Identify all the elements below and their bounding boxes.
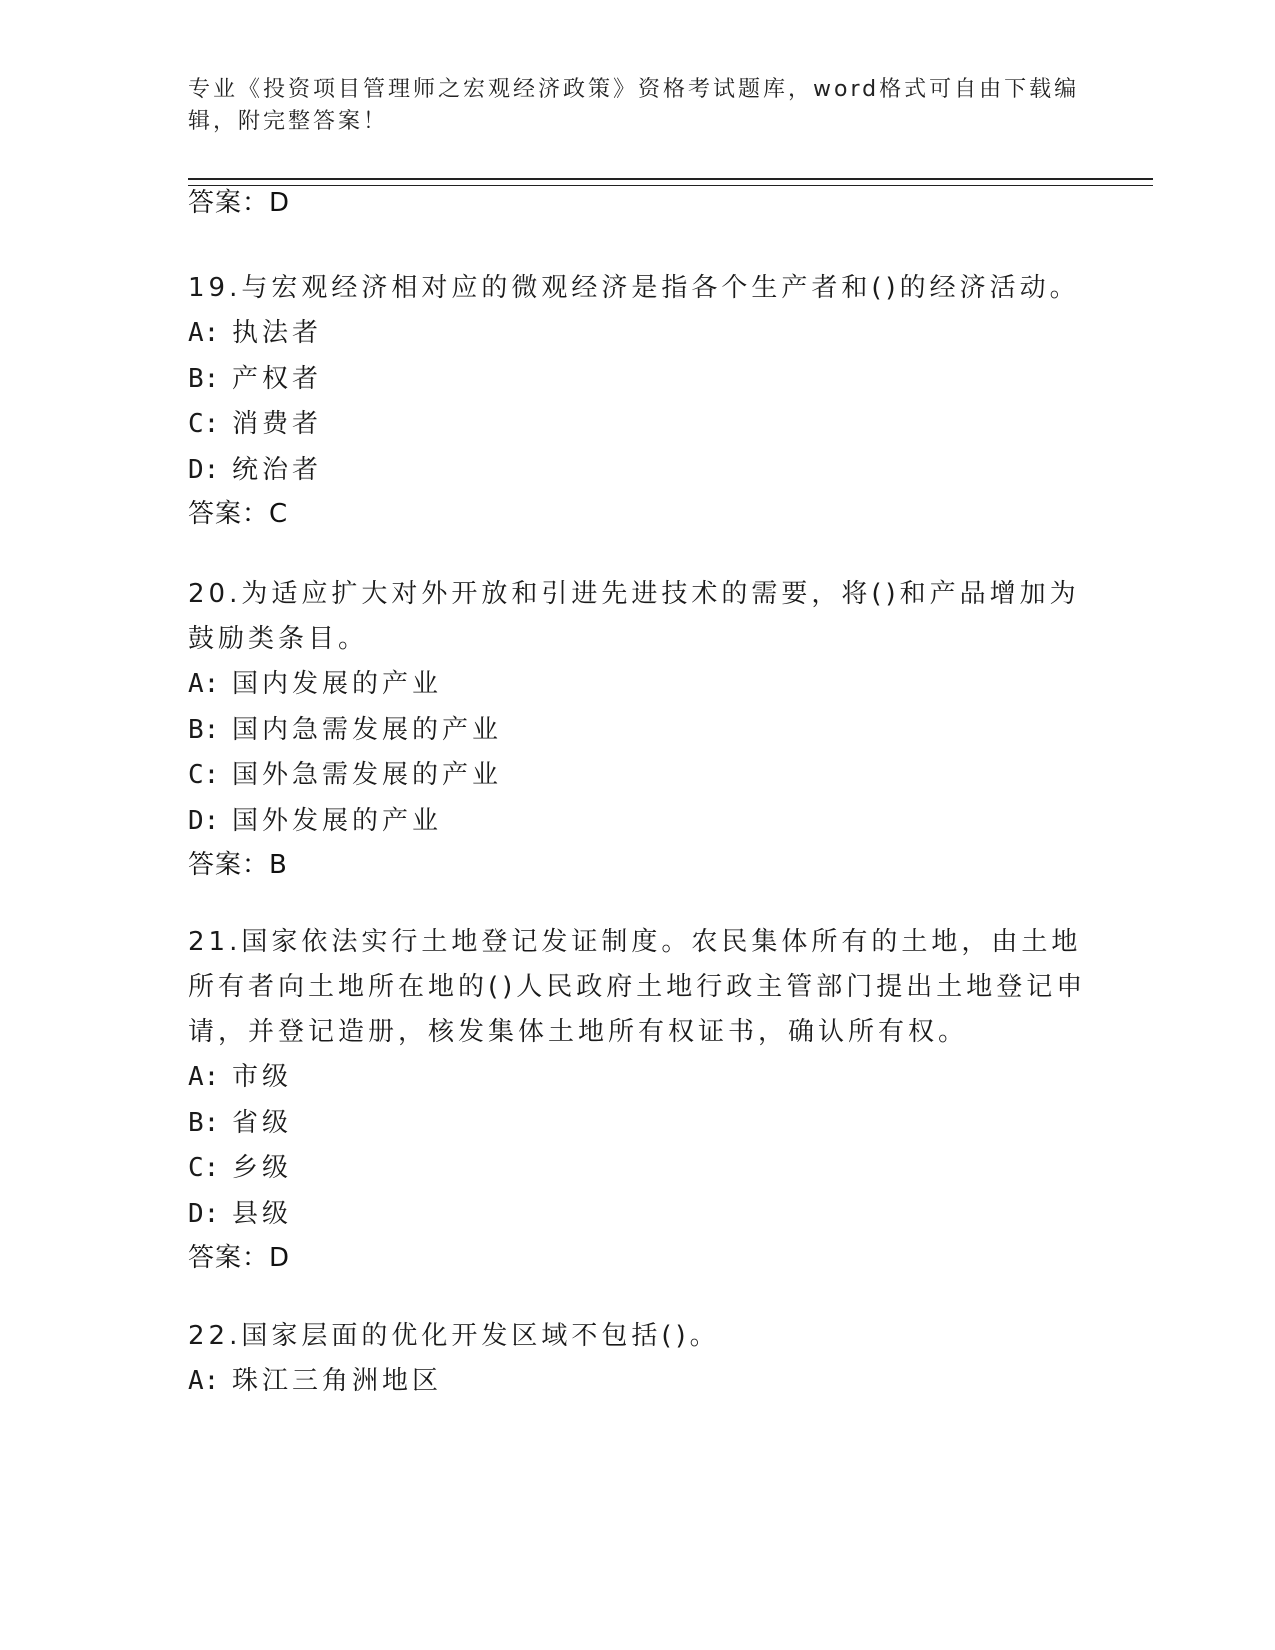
question-item-20 — [188, 572, 1088, 882]
question-item-19 — [188, 266, 1088, 531]
option-c: C: 乡级 — [188, 1153, 293, 1183]
option-a: A: 执法者 — [188, 318, 323, 348]
document-header — [188, 74, 1088, 138]
answer-line — [188, 1241, 1088, 1275]
answer-line — [188, 848, 1088, 882]
answer-value: D — [269, 1243, 291, 1273]
answer-value: D — [269, 188, 291, 218]
question-number: 22. — [188, 1321, 242, 1351]
answer-label: 答案： — [188, 188, 270, 218]
previous-answer — [188, 186, 1088, 220]
header-title: 专业《投资项目管理师之宏观经济政策》资格考试题库，word格式可自由下载编辑，附完整答案！ — [188, 77, 1080, 134]
option-a: A: 珠江三角洲地区 — [188, 1366, 443, 1396]
option-b: B: 国内急需发展的产业 — [188, 714, 503, 745]
answer-line — [188, 497, 1088, 531]
option-d: D: 县级 — [188, 1198, 293, 1229]
option-c: C: 国外急需发展的产业 — [188, 760, 503, 790]
option-a: A: 国内发展的产业 — [188, 669, 443, 699]
option-list — [188, 662, 1088, 844]
option-list — [188, 1359, 1088, 1405]
question-body: 与宏观经济相对应的微观经济是指各个生产者和()的经济活动。 — [241, 273, 1080, 303]
option-b: B: 产权者 — [188, 363, 323, 394]
option-a: A: 市级 — [188, 1062, 293, 1092]
option-d: D: 统治者 — [188, 454, 323, 485]
question-item-21 — [188, 920, 1088, 1275]
question-body: 为适应扩大对外开放和引进先进技术的需要，将()和产品增加为鼓励类条目。 — [188, 579, 1080, 654]
option-b: B: 省级 — [188, 1107, 293, 1138]
option-list — [188, 1055, 1088, 1237]
question-number: 19. — [188, 273, 242, 303]
answer-value: B — [269, 850, 288, 880]
question-text — [188, 920, 1088, 1055]
question-number: 21. — [188, 927, 242, 957]
question-item-22 — [188, 1314, 1088, 1405]
header-divider — [188, 178, 1153, 186]
question-body: 国家依法实行土地登记发证制度。农民集体所有的土地，由土地所有者向土地所在地的()人民政府土地行政主管部门提出土地登记申请，并登记造册，核发集体土地所有权证书，确认所有权。 — [188, 927, 1087, 1047]
answer-value: C — [269, 499, 289, 529]
answer-label: 答案： — [188, 1243, 270, 1273]
option-c: C: 消费者 — [188, 409, 323, 439]
answer-label: 答案： — [188, 499, 270, 529]
question-text — [188, 266, 1088, 311]
question-number: 20. — [188, 579, 242, 609]
question-text — [188, 1314, 1088, 1359]
answer-label: 答案： — [188, 850, 270, 880]
option-d: D: 国外发展的产业 — [188, 805, 443, 836]
question-body: 国家层面的优化开发区域不包括()。 — [241, 1321, 720, 1351]
option-list — [188, 311, 1088, 493]
question-text — [188, 572, 1088, 662]
